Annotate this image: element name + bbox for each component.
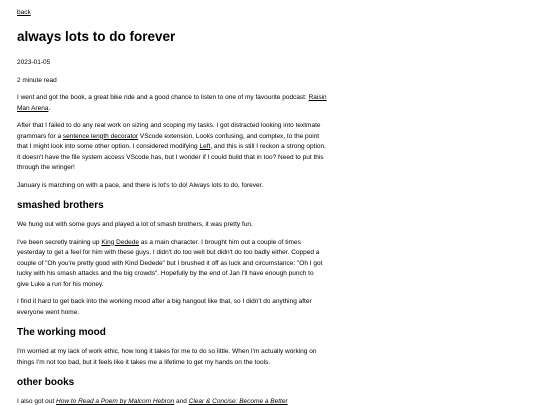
king-dedede-link[interactable]: King Dedede <box>101 238 139 246</box>
books-p1-a: I also got out <box>17 398 57 405</box>
smash-paragraph-3: I find it hard to get back into the working mood after a big hangout like that, so I didn't do anything after everyone went home. <box>17 298 312 316</box>
smash-p2-b: as a main character. I brought him out a couple of times yesterday to get a feel for him with these guys. I didn't do too well but didn't do too badly either. Copped a couple of "Oh you're pretty good with Kind Dedede" but I brushed it off as luck and circumstance: "Oh I got lucky with his smash attacks and the big crowds". Hopefully by the end of Jan I'll have enough punch to give Luke a run for his money. <box>17 238 323 288</box>
post-date: 2023-01-05 <box>17 59 51 66</box>
intro-paragraph-1 <box>17 93 327 114</box>
books-p1-b: and <box>174 398 189 405</box>
heading-smashed-brothers: smashed brothers <box>17 200 104 211</box>
heading-other-books: other books <box>17 377 75 388</box>
intro-p2-a: After that I failed to do any real work on sizing and scoping my tasks. I got distracted looking into textmate grammars for a <box>17 122 321 140</box>
clear-and-concise-link[interactable] <box>189 398 288 405</box>
intro-p1-end: . <box>48 104 51 112</box>
article <box>17 8 327 405</box>
intro-p2-c: , and this is still I reckon a strong option. It doesn't have the file system access VScode has, but I wonder if I could build that in too? Need to put this through the wringer! <box>17 143 326 171</box>
clear-and-concise-title: Clear & Concise: Become a Better <box>188 398 288 405</box>
intro-p2-b: VScode extension. Looks confusing, and complex, to the point that I might look into some other option. I considered modifying <box>17 132 320 150</box>
read-time: 2 minute read <box>17 76 57 84</box>
podcast-link[interactable]: Raisin Man Arena <box>17 94 327 112</box>
left-link[interactable]: Left <box>199 143 211 150</box>
how-to-read-a-poem-title: How to Read a Poem by Malcom Hebron <box>56 398 175 405</box>
how-to-read-a-poem-link[interactable] <box>56 398 174 405</box>
intro-paragraph-2 <box>17 121 327 174</box>
work-paragraph-1: I'm worried at my lack of work ethic, how long it takes for me to do so little. When I'm actually working on things I'm not too bad, but it feels like it takes me a lifetime to get my hands on the tools. <box>17 348 317 366</box>
smash-p2-a: I've been secretly training up <box>17 238 102 246</box>
sentence-length-decorator-link[interactable]: sentence length decorator <box>62 132 139 140</box>
books-paragraph-1 <box>17 397 327 405</box>
smash-paragraph-1: We hung out with some guys and played a lot of smash brothers, it was pretty fun. <box>17 221 253 228</box>
intro-p1-text: I went and got the book, a great bike ride and a good chance to listen to one of my favourite podcast: <box>17 94 309 101</box>
post-title: always lots to do forever <box>17 29 176 44</box>
smash-paragraph-2 <box>17 238 327 291</box>
back-link[interactable]: back <box>17 9 31 16</box>
intro-paragraph-3: January is marching on with a pace, and there is lot's to do! Always lots to do, forever. <box>17 181 264 189</box>
heading-working-mood: The working mood <box>17 327 106 338</box>
